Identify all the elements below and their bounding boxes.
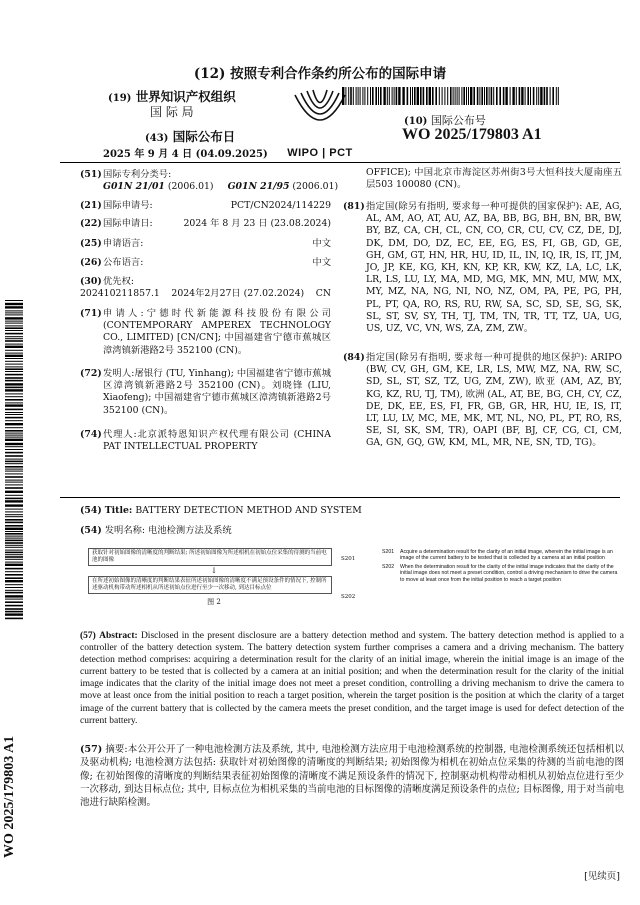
barcode-bar [5,399,23,401]
pub-no-label: 国际公布号 [430,114,486,127]
barcode-bar [398,87,400,105]
barcode-bar [5,330,23,331]
barcode-bar [5,344,23,345]
f22-value: 2024 年 8 月 23 日 (23.08.2024) [183,218,331,229]
barcode-bar [5,611,23,613]
barcode-bar [375,87,377,105]
barcode-bar [356,87,357,105]
barcode-bar [5,358,23,359]
barcode-bar [552,87,554,105]
barcode-bar [5,312,23,313]
legend-text-s202: When the determination result for the clarity of the initial image indicates that the clarity of the initial image does not meet a preset condition, control a driving mechanism to drive the camera to move at least once from the initial position to reach a target position [400,563,618,583]
office-block: OFFICE); 中国北京市海淀区苏州街3号大恒科技大厦南座五层503 100080 (CN)。 [366,167,622,191]
f72-label: 发明人: [103,368,135,379]
barcode-bar [5,540,23,542]
title-code-cn: (54) [80,525,102,536]
barcode-bar [5,487,23,489]
f51-class1: G01N 21/01 [103,181,165,193]
barcode-bar [435,87,437,105]
barcode-bar [525,87,526,105]
barcode-bar [5,353,23,354]
pub-date-label: 国际公布日 [172,129,236,144]
barcode-bar [5,459,23,460]
barcode-bar [447,87,448,105]
f51-code: (51) [80,169,102,180]
barcode-bar [5,409,23,411]
f30-label: 优先权: [103,276,135,287]
barcode-bar [423,87,425,105]
barcode-bar [5,300,23,301]
figure-step-s201: 获取针对初始图像的清晰度的判断结果; 所述初始图像为所述相机在初始点位采集的待测的当前电池的图像 [88,548,332,566]
f26-value: 中文 [312,257,331,268]
barcode-bar [5,536,23,537]
barcode-bar [5,466,23,468]
barcode-bar [5,333,23,335]
barcode-bar [496,87,498,105]
barcode-bar [450,87,452,105]
f71-label: 申请人: [103,308,144,319]
barcode-bar [538,87,539,105]
barcode-bar [5,340,23,342]
barcode-bar [5,461,23,463]
barcode-bar [533,87,535,105]
f74-code: (74) [80,429,102,440]
figure-ref-s202: S202 [341,594,356,600]
barcode-bar [5,509,23,510]
barcode-bar [473,87,475,105]
barcode-bar [5,306,23,308]
barcode-bar [5,568,23,570]
barcode-bar [484,87,485,105]
barcode-bar [417,87,419,105]
barcode-bar [5,346,23,348]
barcode-bar [453,87,454,105]
barcode-bar [5,317,23,319]
barcode-bar [5,423,23,425]
barcode-bar [512,87,514,105]
barcode-bar [5,336,23,337]
barcode-bar [5,528,23,530]
barcode-bar [5,404,23,406]
barcode-bar [362,87,363,105]
barcode-bar [503,87,505,105]
abstract-cn [80,743,624,809]
barcode-bar [5,303,23,305]
barcode-bar [5,414,23,415]
barcode-bar [486,87,488,105]
barcode-bar [5,366,23,367]
f51-class2: G01N 21/95 [227,181,290,193]
pub-date-block [145,127,235,145]
barcode-bar [5,587,23,588]
barcode-bar [5,564,23,566]
f22-label: 国际申请日: [103,218,153,229]
barcode-bar [5,338,23,339]
barcode-bar [5,577,23,579]
continued-marker: [见续页] [584,871,620,882]
pub-no: WO 2025/179803 A1 [402,126,542,143]
barcode-bar [5,584,23,585]
title-divider [60,497,620,498]
barcode-bar [444,87,445,105]
abstract-en-code: (57) [80,631,96,641]
barcode-bar [477,87,479,105]
barcode-bar [5,321,23,322]
header-divider [60,162,620,163]
barcode-bar [5,613,23,615]
barcode-bar [5,412,23,413]
barcode-bar [5,571,23,572]
barcode-bar [5,380,23,382]
barcode-bar [5,542,23,544]
barcode-bar [5,463,23,464]
barcode-bar [372,87,374,105]
barcode-bar [516,87,517,105]
barcode-bar [459,87,460,105]
abstract-cn-label: 摘要: [105,744,128,755]
barcode-bar [505,87,507,105]
title-en-label: Title: [104,505,133,516]
f72-block [103,368,331,417]
org-bureau: 国 际 局 [150,105,194,119]
f71-block [103,308,331,357]
barcode-bar [5,538,23,539]
title-cn-label: 发明名称: [104,525,146,536]
barcode-bar [5,601,23,603]
barcode-bar [5,511,23,512]
barcode-bar [5,350,23,351]
f22-code: (22) [80,218,102,229]
barcode-bar [394,87,395,105]
org-name: 世界知识产权组织 [135,89,236,104]
legend-text-s201: Acquire a determination result for the clarity of an initial image, wherein the initial image is an image of the current battery to be tested that is collected by a camera at an initial position [400,549,613,562]
barcode-bar [5,374,23,376]
barcode-bar [5,310,23,311]
barcode-bar [463,87,465,105]
barcode-bar [5,325,23,326]
barcode-bar [5,595,23,597]
barcode-bar [5,430,23,432]
barcode-bar [521,87,523,105]
f71-code: (71) [80,308,102,319]
barcode-bar [383,87,385,105]
barcode-bar [5,449,23,450]
barcode-bar [5,552,23,554]
document-type-title: (12) 按照专利合作条约所公布的国际申请 [193,66,447,82]
barcode-bar [5,314,23,315]
barcode-bar [544,87,546,105]
barcode-bar [5,476,23,478]
barcode-bar [370,87,371,105]
barcode-bar [345,87,346,105]
barcode-bar [387,87,388,105]
f30-code: (30) [80,276,102,287]
barcode-bar [5,504,23,506]
barcode-bar [378,87,379,105]
f72-text: 屠银行 (TU, Yinhang); 中国福建省宁德市蕉城区漳湾镇新港路2号 352100 (CN)。刘晓锋 (LIU, Xiaofeng); 中国福建省宁德市蕉城区漳湾镇新港路2号 352100 (CN)。 [103,368,331,416]
title-en-value: BATTERY DETECTION METHOD AND SYSTEM [135,505,362,516]
barcode-bar [5,364,23,365]
figure-legend [382,549,622,583]
f25-label: 申请语言: [103,238,144,249]
barcode-bar [5,396,23,397]
barcode-bar [380,87,382,105]
f81-code: (81) [343,201,365,212]
abstract-cn-code: (57) [80,744,103,755]
title-en-row [80,505,362,516]
barcode-bar [442,87,443,105]
title-code-en: (54) [80,505,102,516]
barcode-bar [5,446,23,447]
barcode-bar [5,443,23,445]
barcode-bar [420,87,422,105]
barcode-bar [5,605,23,607]
barcode-bar [481,87,483,105]
barcode-bar [5,498,23,500]
barcode-bar [5,427,23,428]
pub-date: 2025 年 9 月 4 日 (04.09.2025) [103,149,268,160]
barcode-bar [499,87,501,105]
barcode-bar [470,87,472,105]
barcode-bar [530,87,531,105]
f74-text: 北京派特恩知识产权代理有限公司 (CHINA PAT INTELLECTUAL PROPERTY [103,429,331,453]
barcode-bar [510,87,511,105]
barcode-bar [479,87,480,105]
barcode-bar [5,574,23,576]
f26-code: (26) [80,257,102,268]
barcode-bar [426,87,428,105]
abstract-en-label: Abstract: [99,631,138,641]
figure-step-s202: 在所述初始图像的清晰度的判断结果表征所述初始图像的清晰度不满足预设条件的情况下, 控制所述驱动机构带动所述相机从所述初始点位进行至少一次移动, 到达目标点位 [88,576,332,594]
barcode-bar [5,437,23,438]
f51-label: 国际专利分类号: [103,169,172,180]
f84-text: 指定国(除另有指明, 要求每一种可提供的地区保护): ARIPO (BW, CV, GH, GM, KE, LR, LS, MW, MZ, NA, RW, SC, SD, SL, ST, SZ, TZ, UG, ZM, ZW), 欧亚 (AM, AZ, BY, KG, KZ, RU, TJ, TM), 欧洲 (AL, AT, BE, BG, CH, CY, CZ, DE, DK, EE, ES, FI, FR, GB, GR, HR, HU, IE, IS, IT, LT, LU, LV, MC, ME, MK, MT, NL, NO, PL, PT, RO, RS, SE, SI, SK, SM, TR), OAPI (BF, BJ, CF, CG, CI, CM, GA, GN, GQ, GW, KM, ML, MR, NE, SN, TD, TG)。 [366,352,622,449]
barcode-bar [556,87,557,105]
f26-row [103,257,331,269]
barcode-bar [5,402,23,403]
barcode-bar [402,87,404,105]
barcode-bar [540,87,542,105]
barcode-bar [396,87,398,105]
barcode-bar [5,484,23,485]
barcode-bar [5,590,23,591]
f74-label: 代理人: [103,429,137,440]
barcode-bar [536,87,537,105]
barcode-bar [455,87,456,105]
barcode-bar [5,417,23,419]
barcode-bar [5,547,23,548]
barcode-bar [410,87,411,105]
barcode-bar [429,87,431,105]
f51-block [103,169,343,193]
barcode-bar [466,87,467,105]
barcode-bar [348,87,349,105]
barcode-bar [5,580,23,582]
barcode-bar [5,371,23,372]
barcode-bar [558,87,559,105]
f21-label: 国际申请号: [103,200,153,211]
barcode-bar [439,87,440,105]
barcode-bar [5,618,23,620]
barcode-bar [489,87,490,105]
barcode-bar [461,87,462,105]
f25-value: 中文 [312,238,331,249]
barcode-bar [358,87,359,105]
f30-country: CN [315,288,331,300]
barcode-bar [5,377,23,379]
barcode-bar [5,554,23,555]
barcode-bar [432,87,434,105]
barcode-bar [5,355,23,357]
barcode-bar [5,608,23,610]
f25-row [103,238,331,250]
f26-label: 公布语言: [103,257,144,268]
barcode-bar [360,87,361,105]
barcode-bar [5,393,23,394]
f84-code: (84) [343,352,365,363]
barcode-bar [5,480,23,481]
barcode-bar [5,491,23,493]
f81-text: 指定国(除另有指明, 要求每一种可提供的国家保护): AE, AG, AL, AM, AO, AT, AU, AZ, BA, BB, BG, BH, BN, BR, BW, BY, BZ, CA, CH, CL, CN, CO, CR, CU, CV, CZ, DE, DJ, DK, DM, DO, DZ, EC, EE, EG, ES, FI, GB, GD, GE, GH, GM, GT, HN, HR, HU, ID, IL, IN, IQ, IR, IS, IT, JM, JO, JP, KE, KG, KH, KN, KP, KR, KW, KZ, LA, LC, LK, LR, LS, LU, LY, MA, MD, MG, MK, MN, MU, MW, MX, MY, MZ, NA, NG, NI, NO, NZ, OM, PA, PE, PG, PH, PL, PT, QA, RO, RS, RU, RW, SA, SC, SD, SE, SG, SK, SL, ST, SV, SY, TH, TJ, TM, TN, TR, TT, TZ, UA, UG, US, UZ, VC, VN, WS, ZA, ZM, ZW。 [366,201,622,335]
barcode-bar [5,562,23,563]
barcode-bar [546,87,548,105]
barcode-bar [5,545,23,546]
barcode-bar [5,420,23,421]
barcode-bar [5,556,23,558]
barcode-bar [5,361,23,362]
barcode-bar [5,389,23,391]
barcode-side [5,300,23,620]
barcode-bar [392,87,393,105]
figure-caption: 图 2 [207,598,221,606]
f21-value: PCT/CN2024/114229 [230,200,331,211]
f30-date: 2024年2月27日 (27.02.2024) [171,288,305,300]
barcode-bar [5,533,23,535]
barcode-bar [5,599,23,600]
barcode-bar [5,559,23,560]
f51-ver1: (2006.01) [167,181,214,193]
arrow-down-icon: ↓ [210,566,218,575]
barcode-bar [5,327,23,329]
barcode-bar [519,87,521,105]
barcode-bar [5,455,23,457]
barcode-bar [389,87,390,105]
f21-code: (21) [80,200,102,211]
barcode-bar [5,473,23,474]
barcode-bar [5,471,23,472]
barcode-bar [353,87,354,105]
barcode-bar [412,87,413,105]
org-code: (19) [108,93,132,104]
abstract-en-text: Disclosed in the present disclosure are a battery detection method and system. The battery detection method is applied to a controller of the battery detection system. The battery detection system further comprises a camera and a driving mechanism. The battery detection method comprises: acquiring a determination result for the clarity of an initial image, wherein the initial image is an image of the current battery to be tested that is collected by a camera at an initial position; and when the determination result for the clarity of the initial image indicates that the clarity of the initial image does not meet a preset condition, controlling a driving mechanism to drive the camera to move at least once from the initial position to reach a target position, wherein the target position is the position at which the clarity of a target image of the current battery that is collected by the camera meets the preset condition, and the target image is used for defect detection of the current battery. [80,631,625,726]
side-pub-number: WO 2025/179803 A1 [2,735,17,858]
barcode-bar [364,87,365,105]
abstract-cn-text: 本公开公开了一种电池检测方法及系统, 其中, 电池检测方法应用于电池检测系统的控制器, 电池检测系统还包括相机以及驱动机构; 电池检测方法包括: 获取针对初始图像的清晰度的判断结果; 初始图像为相机在初始点位采集的待测的当前电池的图像; 在初始图像的清晰度的判断结果表征初始图像的清晰度不满足预设条件的情况下, 控制驱动机构带动相机从初始点位进行至少一次移动, 到达目标点位; 其中, 目标点位为相机采集的当前电池的目标图像的清晰度满足预设条件的点位; 目标图像, 用于对当前电池进行缺陷检测。 [80,744,624,809]
barcode-bar [5,495,23,496]
barcode-bar [5,383,23,385]
barcode-bar [5,519,23,521]
f21-row [103,200,331,212]
f51-ver2: (2006.01) [292,181,339,193]
barcode-bar [5,500,23,502]
barcode-bar [5,387,23,389]
pub-no-code: (10) [404,116,428,127]
barcode-bar [407,87,409,105]
barcode-bar [5,452,23,454]
f22-row [103,218,331,230]
barcode-bar [5,525,23,527]
f72-code: (72) [80,368,102,379]
barcode-bar [367,87,368,105]
barcode-bar [5,592,23,594]
barcode-bar [5,482,23,483]
barcode-bar [5,435,23,436]
barcode-bar [527,87,529,105]
title-cn-row [80,522,232,536]
barcode-bar [5,514,23,515]
figure-ref-s201: S201 [341,556,356,562]
f25-code: (25) [80,238,102,249]
f30-no: 202410211857.1 [80,288,160,300]
barcode-bar [350,87,352,105]
barcode-bar [550,87,551,105]
barcode-bar [5,550,23,551]
barcode-bar [5,469,23,470]
pub-date-code: (43) [145,133,169,144]
barcode-bar [468,87,469,105]
f71-text: 宁德时代新能源科技股份有限公司 (CONTEMPORARY AMPEREX TECHNOLOGY CO., LIMITED) [CN/CN]; 中国福建省宁德市蕉城区漳湾镇新港路2号 352100 (CN)。 [103,308,331,356]
barcode-bar [414,87,416,105]
f74-block [103,429,331,453]
barcode-bar [493,87,494,105]
barcode-bar [5,323,23,324]
legend-code-s201: S201 [382,549,395,555]
barcode-bar [5,368,23,370]
legend-code-s202: S202 [382,563,395,570]
abstract-en [80,630,624,727]
barcode-bar [5,522,23,524]
figure-2 [88,548,340,607]
barcode-bar [5,516,23,517]
barcode-bar [491,87,493,105]
wipo-logo-text: WIPO | PCT [287,147,353,159]
barcode-bar [342,87,344,105]
barcode-bar [5,531,23,532]
barcode-bar [5,433,23,434]
barcode-top [342,87,560,105]
title-cn-value: 电池检测方法及系统 [148,525,232,536]
barcode-bar [457,87,458,105]
barcode-bar [5,439,23,441]
